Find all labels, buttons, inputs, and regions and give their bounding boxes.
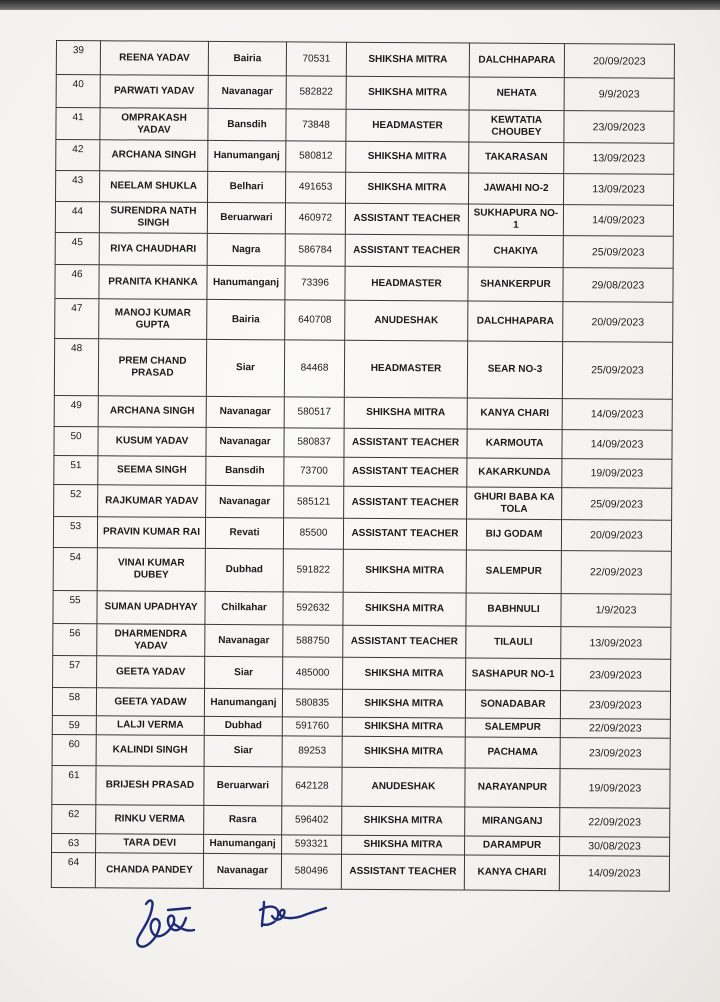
school-name-cell: DARAMPUR [465, 836, 560, 856]
date-cell: 14/09/2023 [563, 205, 673, 237]
post-cell: SHIKSHA MITRA [342, 717, 465, 737]
school-name-cell: SASHAPUR NO-1 [466, 658, 561, 691]
school-name-cell: KARMOUTA [467, 429, 562, 459]
staff-name-cell: KALINDI SINGH [96, 735, 204, 767]
serial-number-cell: 43 [56, 171, 100, 202]
date-cell: 30/08/2023 [560, 837, 670, 857]
staff-name-cell: TARA DEVI [96, 834, 204, 854]
block-cell: Siar [206, 339, 284, 396]
table-row [52, 687, 670, 719]
school-code-cell: 596402 [282, 806, 342, 835]
table-row [56, 171, 674, 206]
table-row [53, 590, 671, 627]
date-cell: 13/09/2023 [564, 174, 674, 206]
school-name-cell: SALEMPUR [466, 550, 561, 594]
table-row [54, 338, 672, 399]
table-row [54, 426, 672, 459]
post-cell: ASSISTANT TEACHER [345, 203, 468, 235]
school-name-cell: BABHNULI [466, 593, 561, 627]
serial-number-cell: 44 [55, 202, 99, 233]
post-cell: ANUDESHAK [342, 767, 465, 807]
table-row [54, 395, 672, 430]
school-code-cell: 73396 [285, 266, 345, 300]
date-cell: 20/09/2023 [564, 44, 674, 79]
block-cell: Chilkahar [205, 591, 283, 624]
school-code-cell: 89253 [282, 736, 342, 767]
block-cell: Navanagar [206, 427, 284, 456]
serial-number-cell: 63 [52, 833, 96, 852]
staff-name-cell: PARWATI YADAV [100, 75, 208, 109]
school-code-cell: 580517 [284, 397, 344, 428]
school-name-cell: PACHAMA [465, 737, 560, 769]
block-cell: Navanagar [208, 75, 286, 108]
table-row [54, 455, 672, 488]
post-cell: ASSISTANT TEACHER [344, 457, 467, 487]
post-cell: ASSISTANT TEACHER [343, 518, 466, 550]
date-cell: 22/09/2023 [560, 808, 670, 838]
school-name-cell: SUKHAPURA NO-1 [468, 204, 563, 236]
staff-name-cell: GEETA YADAW [96, 688, 204, 717]
date-cell: 19/09/2023 [560, 769, 670, 809]
school-code-cell: 586784 [285, 234, 345, 266]
block-cell: Bairia [207, 299, 285, 339]
table-row [51, 852, 669, 891]
school-name-cell: KANYA CHARI [467, 398, 562, 430]
block-cell: Hanumanganj [204, 688, 282, 716]
school-name-cell: TILAULI [466, 626, 561, 659]
block-cell: Beruarwari [204, 766, 282, 805]
post-cell: SHIKSHA MITRA [342, 689, 465, 718]
staff-name-cell: ARCHANA SINGH [100, 140, 208, 172]
post-cell: HEADMASTER [344, 340, 467, 398]
post-cell: SHIKSHA MITRA [343, 549, 466, 593]
school-name-cell: SONADABAR [465, 690, 560, 719]
date-cell: 23/09/2023 [560, 738, 670, 770]
date-cell: 23/09/2023 [560, 691, 670, 720]
table-row [53, 547, 671, 594]
staff-name-cell: RAJKUMAR YADAV [98, 485, 206, 518]
post-cell: ASSISTANT TEACHER [344, 486, 467, 519]
school-name-cell: DALCHHAPARA [469, 43, 564, 78]
school-name-cell: JAWAHI NO-2 [469, 173, 564, 205]
block-cell: Navanagar [206, 396, 284, 427]
table-row [55, 264, 673, 302]
block-cell: Beruarwari [207, 202, 285, 233]
school-code-cell: 460972 [285, 203, 345, 234]
table-row [53, 655, 671, 691]
staff-name-cell: OMPRAKASH YADAV [100, 108, 208, 141]
serial-number-cell: 52 [54, 484, 98, 516]
table-row [52, 765, 670, 808]
table-row [55, 232, 673, 268]
serial-number-cell: 56 [53, 623, 97, 655]
date-cell: 23/09/2023 [561, 659, 671, 692]
serial-number-cell: 53 [53, 516, 97, 547]
staff-name-cell: NEELAM SHUKLA [100, 171, 208, 203]
serial-number-cell: 40 [56, 75, 100, 108]
serial-number-cell: 50 [54, 426, 98, 455]
staff-name-cell: DHARMENDRA YADAV [97, 624, 205, 657]
staff-name-cell: PRAVIN KUMAR RAI [97, 517, 205, 549]
post-cell: HEADMASTER [346, 109, 469, 142]
school-name-cell: SHANKERPUR [468, 267, 563, 302]
school-code-cell: 580835 [282, 689, 342, 717]
post-cell: ASSISTANT TEACHER [341, 854, 464, 890]
post-cell: SHIKSHA MITRA [343, 657, 466, 690]
serial-number-cell: 41 [56, 108, 100, 140]
school-code-cell: 592632 [283, 592, 343, 625]
date-cell: 14/09/2023 [559, 856, 669, 892]
school-name-cell: NEHATA [469, 77, 564, 111]
staff-name-cell: PRANITA KHANKA [99, 265, 207, 300]
date-cell: 29/08/2023 [563, 268, 673, 303]
staff-name-cell: BRIJESH PRASAD [96, 766, 204, 806]
block-cell: Bairia [208, 41, 286, 75]
staff-name-cell: RINKU VERMA [96, 805, 204, 835]
date-cell: 9/9/2023 [564, 78, 674, 112]
staff-table [51, 40, 675, 892]
serial-number-cell: 60 [52, 734, 96, 765]
school-code-cell: 580496 [281, 854, 341, 889]
post-cell: ASSISTANT TEACHER [344, 428, 467, 458]
serial-number-cell: 48 [54, 338, 98, 395]
school-code-cell: 84468 [284, 340, 344, 397]
school-code-cell: 70531 [286, 42, 346, 76]
school-code-cell: 485000 [283, 657, 343, 689]
serial-number-cell: 61 [52, 765, 96, 804]
block-cell: Dubhad [204, 716, 282, 735]
date-cell: 14/09/2023 [562, 430, 672, 460]
date-cell: 23/09/2023 [564, 111, 674, 144]
block-cell: Hanumanganj [208, 140, 286, 171]
table-row [55, 298, 673, 342]
serial-number-cell: 55 [53, 590, 97, 623]
block-cell: Navanagar [203, 853, 281, 888]
staff-table-body [51, 41, 674, 892]
school-name-cell: BIJ GODAM [466, 519, 561, 551]
date-cell: 13/09/2023 [561, 627, 671, 660]
post-cell: SHIKSHA MITRA [344, 397, 467, 429]
school-code-cell: 85500 [283, 518, 343, 549]
post-cell: ASSISTANT TEACHER [345, 234, 468, 267]
block-cell: Bansdih [206, 456, 284, 485]
serial-number-cell: 57 [53, 655, 97, 687]
school-name-cell: TAKARASAN [469, 142, 564, 174]
school-name-cell: MIRANGANJ [465, 807, 560, 837]
staff-name-cell: SUMAN UPADHYAY [97, 591, 205, 625]
post-cell: ASSISTANT TEACHER [343, 625, 466, 658]
block-cell: Revati [205, 517, 283, 548]
post-cell: HEADMASTER [345, 266, 468, 301]
table-row [52, 804, 670, 837]
block-cell: Belhari [208, 171, 286, 202]
post-cell: SHIKSHA MITRA [346, 172, 469, 204]
post-cell: SHIKSHA MITRA [343, 592, 466, 626]
staff-name-cell: KUSUM YADAV [98, 427, 206, 457]
serial-number-cell: 42 [56, 140, 100, 171]
staff-name-cell: RIYA CHAUDHARI [99, 233, 207, 266]
block-cell: Dubhad [205, 548, 283, 591]
staff-name-cell: LALJI VERMA [96, 716, 204, 736]
block-cell: Hanumanganj [207, 265, 285, 299]
staff-name-cell: SEEMA SINGH [98, 456, 206, 486]
school-code-cell: 73848 [286, 109, 346, 141]
staff-name-cell: MANOJ KUMAR GUPTA [99, 299, 207, 340]
staff-name-cell: REENA YADAV [100, 41, 208, 76]
table-row [53, 623, 671, 659]
school-name-cell: SALEMPUR [465, 718, 560, 738]
school-code-cell: 642128 [282, 767, 342, 806]
table-row [53, 516, 671, 551]
post-cell: SHIKSHA MITRA [342, 806, 465, 836]
date-cell: 25/09/2023 [563, 236, 673, 269]
school-code-cell: 591822 [283, 549, 343, 592]
date-cell: 13/09/2023 [564, 143, 674, 175]
block-cell: Bansdih [208, 108, 286, 140]
school-code-cell: 640708 [285, 300, 345, 340]
serial-number-cell: 45 [55, 232, 99, 264]
serial-number-cell: 51 [54, 455, 98, 484]
table-row [56, 41, 674, 79]
table-row [55, 202, 673, 237]
school-name-cell: SEAR NO-3 [467, 341, 562, 399]
school-name-cell: CHAKIYA [468, 235, 563, 268]
staff-name-cell: VINAI KUMAR DUBEY [97, 548, 205, 592]
serial-number-cell: 62 [52, 804, 96, 833]
school-code-cell: 491653 [286, 172, 346, 203]
serial-number-cell: 47 [55, 298, 99, 338]
post-cell: ANUDESHAK [345, 300, 468, 341]
post-cell: SHIKSHA MITRA [346, 42, 469, 77]
table-row [56, 108, 674, 144]
post-cell: SHIKSHA MITRA [346, 76, 469, 110]
staff-name-cell: SURENDRA NATH SINGH [99, 202, 207, 234]
school-code-cell: 580812 [286, 141, 346, 172]
school-name-cell: NARAYANPUR [465, 768, 560, 808]
table-row [52, 734, 670, 769]
date-cell: 22/09/2023 [560, 719, 670, 739]
serial-number-cell: 54 [53, 547, 97, 590]
serial-number-cell: 49 [54, 395, 98, 426]
school-code-cell: 73700 [284, 457, 344, 486]
serial-number-cell: 46 [55, 264, 99, 298]
block-cell: Siar [204, 735, 282, 766]
staff-name-cell: GEETA YADAV [97, 656, 205, 689]
table-row [54, 484, 672, 520]
school-code-cell: 593321 [282, 835, 342, 854]
school-name-cell: KAKARKUNDA [467, 458, 562, 488]
school-name-cell: KANYA CHARI [464, 855, 559, 891]
school-code-cell: 582822 [286, 76, 346, 109]
date-cell: 20/09/2023 [563, 302, 673, 343]
table-row [56, 140, 674, 175]
school-name-cell: GHURI BABA KA TOLA [467, 487, 562, 520]
date-cell: 19/09/2023 [562, 459, 672, 489]
date-cell: 25/09/2023 [562, 342, 672, 400]
date-cell: 20/09/2023 [561, 520, 671, 552]
table-row [56, 75, 674, 112]
staff-name-cell: PREM CHAND PRASAD [98, 339, 206, 397]
date-cell: 22/09/2023 [561, 551, 671, 595]
school-code-cell: 591760 [282, 717, 342, 736]
block-cell: Hanumanganj [204, 834, 282, 853]
school-code-cell: 588750 [283, 625, 343, 657]
school-name-cell: KEWTATIA CHOUBEY [469, 110, 564, 143]
post-cell: SHIKSHA MITRA [342, 736, 465, 768]
post-cell: SHIKSHA MITRA [342, 835, 465, 855]
signature-1-icon [128, 888, 208, 958]
staff-name-cell: CHANDA PANDEY [95, 853, 203, 889]
date-cell: 1/9/2023 [561, 594, 671, 628]
block-cell: Siar [205, 656, 283, 688]
school-name-cell: DALCHHAPARA [468, 301, 563, 342]
serial-number-cell: 39 [56, 41, 100, 75]
post-cell: SHIKSHA MITRA [346, 141, 469, 173]
block-cell: Nagra [207, 233, 285, 265]
signature-2-icon [250, 892, 330, 936]
serial-number-cell: 59 [52, 715, 96, 734]
date-cell: 14/09/2023 [562, 399, 672, 431]
block-cell: Rasra [204, 805, 282, 834]
date-cell: 25/09/2023 [562, 488, 672, 521]
serial-number-cell: 64 [51, 852, 95, 887]
serial-number-cell: 58 [52, 687, 96, 715]
block-cell: Navanagar [206, 485, 284, 517]
school-code-cell: 585121 [284, 486, 344, 518]
block-cell: Navanagar [205, 624, 283, 656]
school-code-cell: 580837 [284, 428, 344, 457]
staff-name-cell: ARCHANA SINGH [98, 396, 206, 428]
